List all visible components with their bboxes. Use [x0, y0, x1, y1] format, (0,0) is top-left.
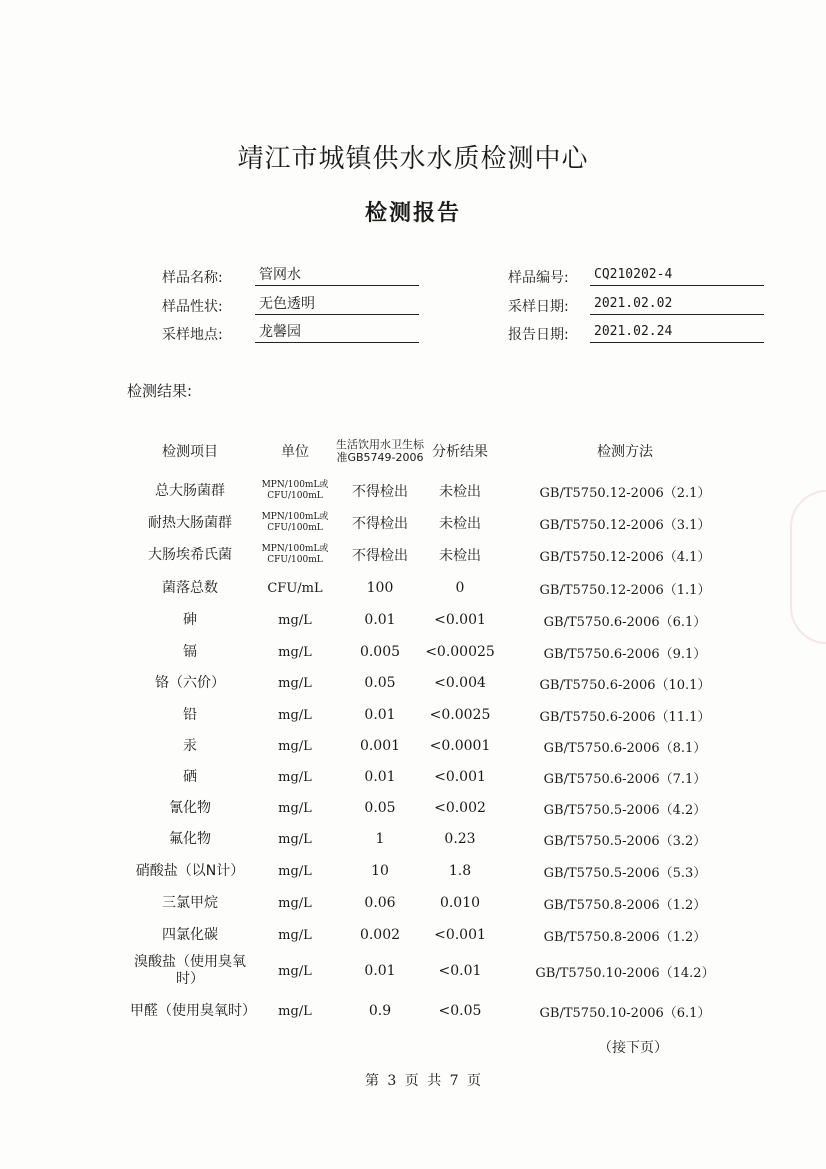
result-cell: 0.010 — [439, 895, 481, 911]
header-item: 检测项目 — [162, 444, 218, 460]
method-cell: GB/T5750.12-2006（4.1） — [539, 549, 711, 565]
result-cell: <0.004 — [434, 675, 486, 691]
method-cell: GB/T5750.10-2006（6.1） — [539, 1005, 711, 1021]
method-cell: GB/T5750.6-2006（11.1） — [539, 709, 711, 725]
page-number: 第 3 页 共 7 页 — [364, 1073, 482, 1089]
unit-cell: mg/L — [278, 612, 312, 628]
table-row — [130, 992, 710, 1030]
unit-cell: MPN/100mL或CFU/100mL — [261, 544, 329, 565]
method-cell: GB/T5750.6-2006（8.1） — [543, 740, 707, 756]
unit-cell: mg/L — [278, 800, 312, 816]
item-cell: 大肠埃希氏菌 — [148, 546, 232, 563]
result-cell: <0.001 — [434, 927, 486, 943]
result-cell: <0.001 — [434, 612, 486, 628]
table-row — [130, 824, 710, 854]
sample-name-label: 样品名称: — [162, 270, 223, 286]
standard-cell: 100 — [366, 580, 394, 596]
standard-cell: 0.01 — [364, 769, 396, 785]
unit-cell: mg/L — [278, 863, 312, 879]
result-cell: 未检出 — [439, 484, 481, 500]
unit-cell: mg/L — [278, 769, 312, 785]
results-label: 检测结果: — [127, 382, 193, 400]
table-row — [130, 508, 710, 538]
report-title: 检测报告 — [364, 201, 461, 226]
result-cell: <0.0025 — [429, 707, 491, 723]
item-cell: 菌落总数 — [162, 579, 218, 596]
unit-cell: mg/L — [278, 1003, 312, 1019]
unit-cell: MPN/100mL或CFU/100mL — [261, 480, 329, 501]
sample-date-value: 2021.02.02 — [590, 294, 764, 315]
unit-cell: mg/L — [278, 831, 312, 847]
method-cell: GB/T5750.12-2006（2.1） — [539, 485, 711, 501]
unit-cell: mg/L — [278, 927, 312, 943]
unit-cell: mg/L — [278, 675, 312, 691]
item-cell: 氟化物 — [169, 830, 211, 847]
item-cell: 硝酸盐（以N计） — [135, 862, 245, 879]
item-cell: 总大肠菌群 — [155, 482, 225, 499]
header-unit: 单位 — [281, 444, 309, 460]
table-row — [130, 668, 710, 698]
table-row — [130, 888, 710, 918]
continued-note: （接下页） — [598, 1040, 668, 1056]
standard-cell: 不得检出 — [352, 548, 408, 564]
standard-cell: 0.005 — [359, 644, 401, 660]
unit-cell: mg/L — [278, 738, 312, 754]
item-cell: 铬（六价） — [155, 674, 225, 691]
method-cell: GB/T5750.8-2006（1.2） — [543, 929, 707, 945]
item-cell: 溴酸盐（使用臭氧时） — [134, 954, 246, 987]
item-cell: 甲醛（使用臭氧时） — [130, 1002, 256, 1019]
result-cell: 0 — [455, 580, 465, 596]
unit-cell: CFU/mL — [267, 580, 323, 596]
unit-cell: mg/L — [278, 644, 312, 660]
sample-name-value: 管网水 — [255, 265, 419, 286]
standard-cell: 1 — [375, 831, 385, 847]
method-cell: GB/T5750.5-2006（3.2） — [543, 833, 707, 849]
unit-cell: MPN/100mL或CFU/100mL — [261, 512, 329, 533]
table-row — [130, 856, 710, 886]
result-cell: 未检出 — [439, 548, 481, 564]
standard-cell: 0.01 — [364, 612, 396, 628]
result-cell: <0.00025 — [425, 644, 495, 660]
item-cell: 三氯甲烷 — [162, 894, 218, 911]
standard-cell: 0.05 — [364, 800, 396, 816]
standard-cell: 0.001 — [359, 738, 401, 754]
org-title: 靖江市城镇供水水质检测中心 — [237, 144, 589, 174]
table-row — [130, 637, 710, 667]
method-cell: GB/T5750.8-2006（1.2） — [543, 897, 707, 913]
method-cell: GB/T5750.6-2006（7.1） — [543, 771, 707, 787]
item-cell: 镉 — [183, 643, 197, 660]
header-standard: 生活饮用水卫生标准GB5749-2006 — [336, 438, 424, 464]
result-cell: <0.01 — [438, 963, 482, 979]
standard-cell: 10 — [371, 863, 389, 879]
item-cell: 硒 — [183, 768, 197, 785]
unit-cell: mg/L — [278, 895, 312, 911]
sample-no-label: 样品编号: — [508, 270, 569, 286]
table-row — [130, 540, 710, 570]
method-cell: GB/T5750.10-2006（14.2） — [535, 965, 715, 981]
table-row — [130, 762, 710, 792]
method-cell: GB/T5750.6-2006（9.1） — [543, 646, 707, 662]
report-date-value: 2021.02.24 — [590, 322, 764, 343]
table-row — [130, 573, 710, 603]
sample-prop-value: 无色透明 — [255, 294, 419, 315]
table-row — [130, 952, 715, 990]
table-row — [130, 605, 710, 635]
item-cell: 铅 — [183, 706, 197, 723]
header-method: 检测方法 — [597, 444, 653, 460]
standard-cell: 0.002 — [359, 927, 401, 943]
method-cell: GB/T5750.5-2006（5.3） — [543, 865, 707, 881]
result-cell: <0.05 — [438, 1003, 482, 1019]
item-cell: 四氯化碳 — [162, 926, 218, 943]
report-date-label: 报告日期: — [508, 327, 569, 343]
method-cell: GB/T5750.6-2006（6.1） — [543, 614, 707, 630]
result-cell: <0.0001 — [429, 738, 491, 754]
standard-cell: 0.01 — [364, 963, 396, 979]
standard-cell: 0.9 — [368, 1003, 392, 1019]
unit-cell: mg/L — [278, 707, 312, 723]
table-row — [130, 700, 710, 730]
red-seal-stamp — [790, 490, 826, 644]
standard-cell: 不得检出 — [352, 516, 408, 532]
sample-date-label: 采样日期: — [508, 299, 569, 315]
location-value: 龙馨园 — [255, 322, 419, 343]
result-cell: <0.001 — [434, 769, 486, 785]
item-cell: 耐热大肠菌群 — [148, 514, 232, 531]
standard-cell: 0.01 — [364, 707, 396, 723]
result-cell: <0.002 — [434, 800, 486, 816]
unit-cell: mg/L — [278, 963, 312, 979]
method-cell: GB/T5750.6-2006（10.1） — [539, 677, 711, 693]
table-row — [130, 793, 710, 823]
standard-cell: 0.05 — [364, 675, 396, 691]
header-result: 分析结果 — [432, 444, 488, 460]
table-row — [130, 731, 710, 761]
table-row — [130, 920, 710, 950]
result-cell: 0.23 — [444, 831, 476, 847]
sample-no-value: CQ210202-4 — [590, 265, 764, 286]
item-cell: 氰化物 — [169, 799, 211, 816]
item-cell: 砷 — [183, 611, 197, 628]
table-row — [130, 476, 710, 506]
standard-cell: 不得检出 — [352, 484, 408, 500]
item-cell: 汞 — [183, 737, 197, 754]
location-label: 采样地点: — [162, 327, 223, 343]
standard-cell: 0.06 — [364, 895, 396, 911]
result-cell: 未检出 — [439, 516, 481, 532]
method-cell: GB/T5750.12-2006（1.1） — [539, 582, 711, 598]
method-cell: GB/T5750.12-2006（3.1） — [539, 517, 711, 533]
sample-prop-label: 样品性状: — [162, 299, 223, 315]
result-cell: 1.8 — [448, 863, 472, 879]
method-cell: GB/T5750.5-2006（4.2） — [543, 802, 707, 818]
